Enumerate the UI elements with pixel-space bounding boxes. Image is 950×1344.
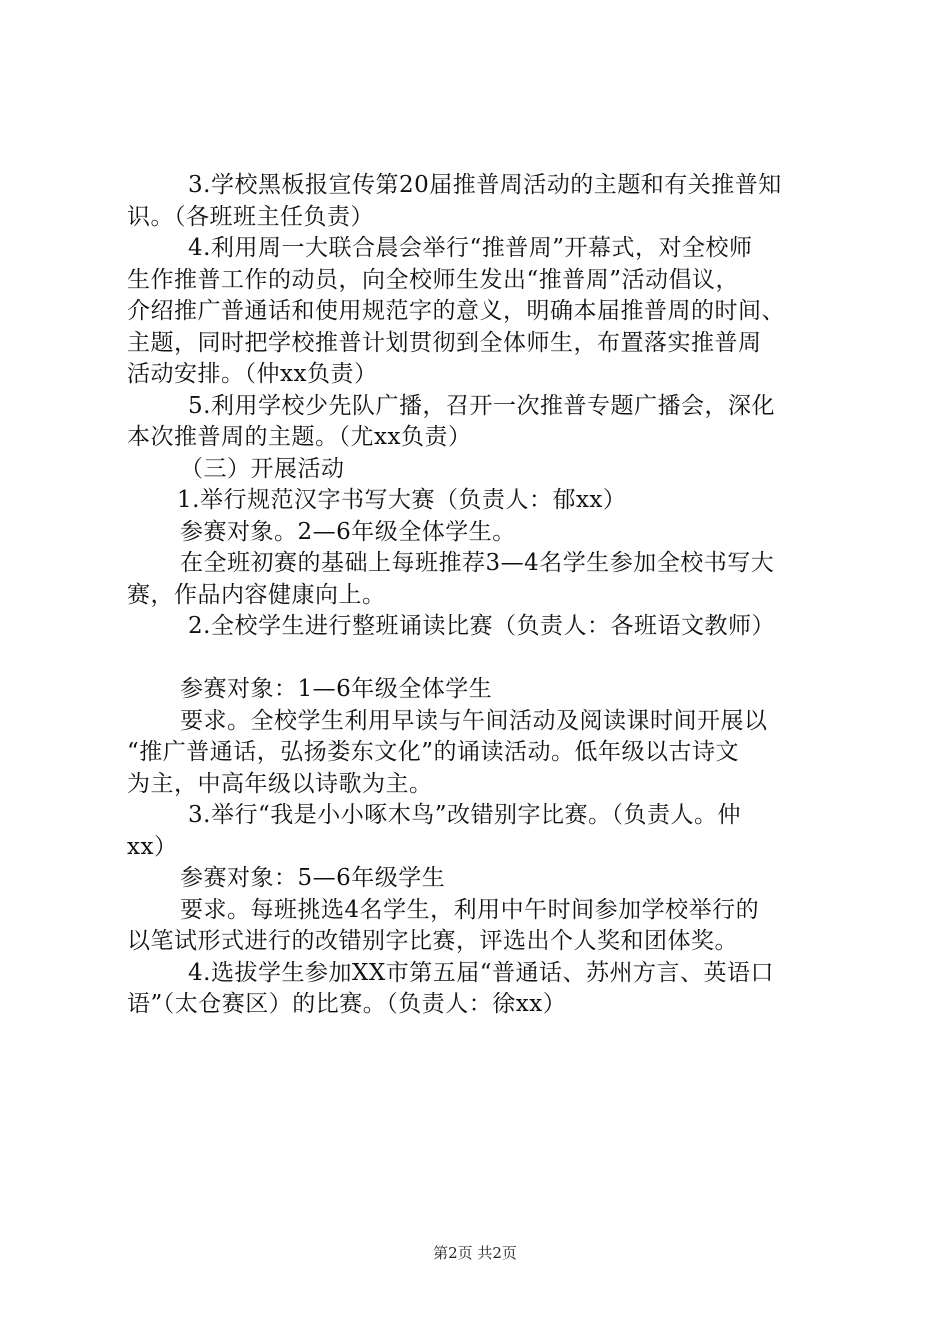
text-line: 活动安排。（仲xx负责） xyxy=(127,361,378,387)
text-line: 语”（太仓赛区）的比赛。（负责人：徐xx） xyxy=(127,991,567,1017)
blank-line xyxy=(127,643,832,675)
text-line: 主题，同时把学校推普计划贯彻到全体师生，布置落实推普周 xyxy=(127,329,762,356)
document-body xyxy=(127,170,832,1021)
text-line: 生作推普工作的动员，向全校师生发出“推普周”活动倡议， xyxy=(127,266,740,293)
text-line: 参赛对象：1—6年级全体学生 xyxy=(180,676,493,702)
text-line: 赛，作品内容健康向上。 xyxy=(127,581,386,608)
text-line: xx） xyxy=(127,833,178,860)
text-line: 4.选拔学生参加XX市第五届“普通话、苏州方言、英语口 xyxy=(188,959,774,986)
text-line: 1.举行规范汉字书写大赛（负责人：郁xx） xyxy=(177,487,627,513)
text-line: 在全班初赛的基础上每班推荐3—4名学生参加全校书写大 xyxy=(180,550,775,576)
text-line: “推广普通话，弘扬娄东文化”的诵读活动。低年级以古诗文 xyxy=(127,739,740,765)
text-line: 介绍推广普通话和使用规范字的意义，明确本届推普周的时间、 xyxy=(127,298,785,324)
text-line: 要求。每班挑选4名学生，利用中午时间参加学校举行的 xyxy=(180,896,760,923)
text-line: 要求。全校学生利用早读与午间活动及阅读课时间开展以 xyxy=(180,707,768,734)
text-line: 以笔试形式进行的改错别字比赛，评选出个人奖和团体奖。 xyxy=(127,928,738,954)
text-line: 参赛对象。2—6年级全体学生。 xyxy=(180,518,516,545)
text-line: 3.学校黑板报宣传第20届推普周活动的主题和有关推普知 xyxy=(188,172,782,198)
text-line: 5.利用学校少先队广播，召开一次推普专题广播会，深化 xyxy=(188,392,775,419)
text-line: 为主，中高年级以诗歌为主。 xyxy=(127,770,433,797)
text-line: 识。（各班班主任负责） xyxy=(127,203,374,230)
text-line: 2.全校学生进行整班诵读比赛（负责人：各班语文教师） xyxy=(188,613,775,639)
text-line: 本次推普周的主题。（尤xx负责） xyxy=(127,424,472,450)
text-line: （三）开展活动 xyxy=(180,455,345,482)
text-line: 4.利用周一大联合晨会举行“推普周”开幕式，对全校师 xyxy=(188,235,753,261)
text-line: 3.举行“我是小小啄木鸟”改错别字比赛。（负责人。仲 xyxy=(188,802,741,828)
text-line: 参赛对象：5—6年级学生 xyxy=(180,865,446,891)
page-footer: 第2页 共2页 xyxy=(433,1244,517,1262)
